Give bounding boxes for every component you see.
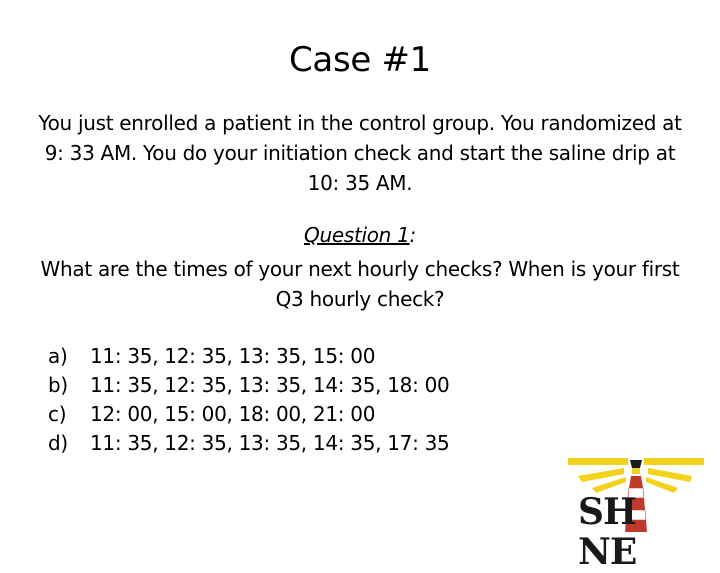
option-letter: b) (48, 373, 68, 397)
case-description: You just enrolled a patient in the control group. You randomized at 9: 33 AM. You do your initiation check and start the saline drip at 10: 35 AM. (38, 111, 682, 195)
answer-option-b (48, 371, 449, 400)
option-letter: c) (48, 402, 67, 426)
option-text: 11: 35, 12: 35, 13: 35, 14: 35, 18: 00 (90, 373, 450, 397)
option-letter: a) (48, 344, 68, 368)
shine-logo (560, 450, 710, 573)
option-letter: d) (48, 431, 68, 455)
answer-options (48, 342, 449, 458)
logo-text-right: NE (578, 531, 637, 573)
option-text: 11: 35, 12: 35, 13: 35, 14: 35, 17: 35 (90, 431, 450, 455)
option-text: 12: 00, 15: 00, 18: 00, 21: 00 (90, 402, 376, 426)
logo-text-left: SH (578, 491, 637, 533)
answer-option-c (48, 400, 449, 429)
answer-option-d (48, 429, 449, 458)
slide-title: Case #1 (288, 40, 432, 80)
logo-wordmark (578, 492, 710, 572)
option-text: 11: 35, 12: 35, 13: 35, 15: 00 (90, 344, 376, 368)
question-text: What are the times of your next hourly checks? When is your first Q3 hourly check? (40, 257, 680, 311)
answer-option-a (48, 342, 449, 371)
question-label-colon: : (409, 223, 416, 247)
question-label: Question 1 (304, 223, 410, 247)
question-heading (0, 220, 720, 250)
